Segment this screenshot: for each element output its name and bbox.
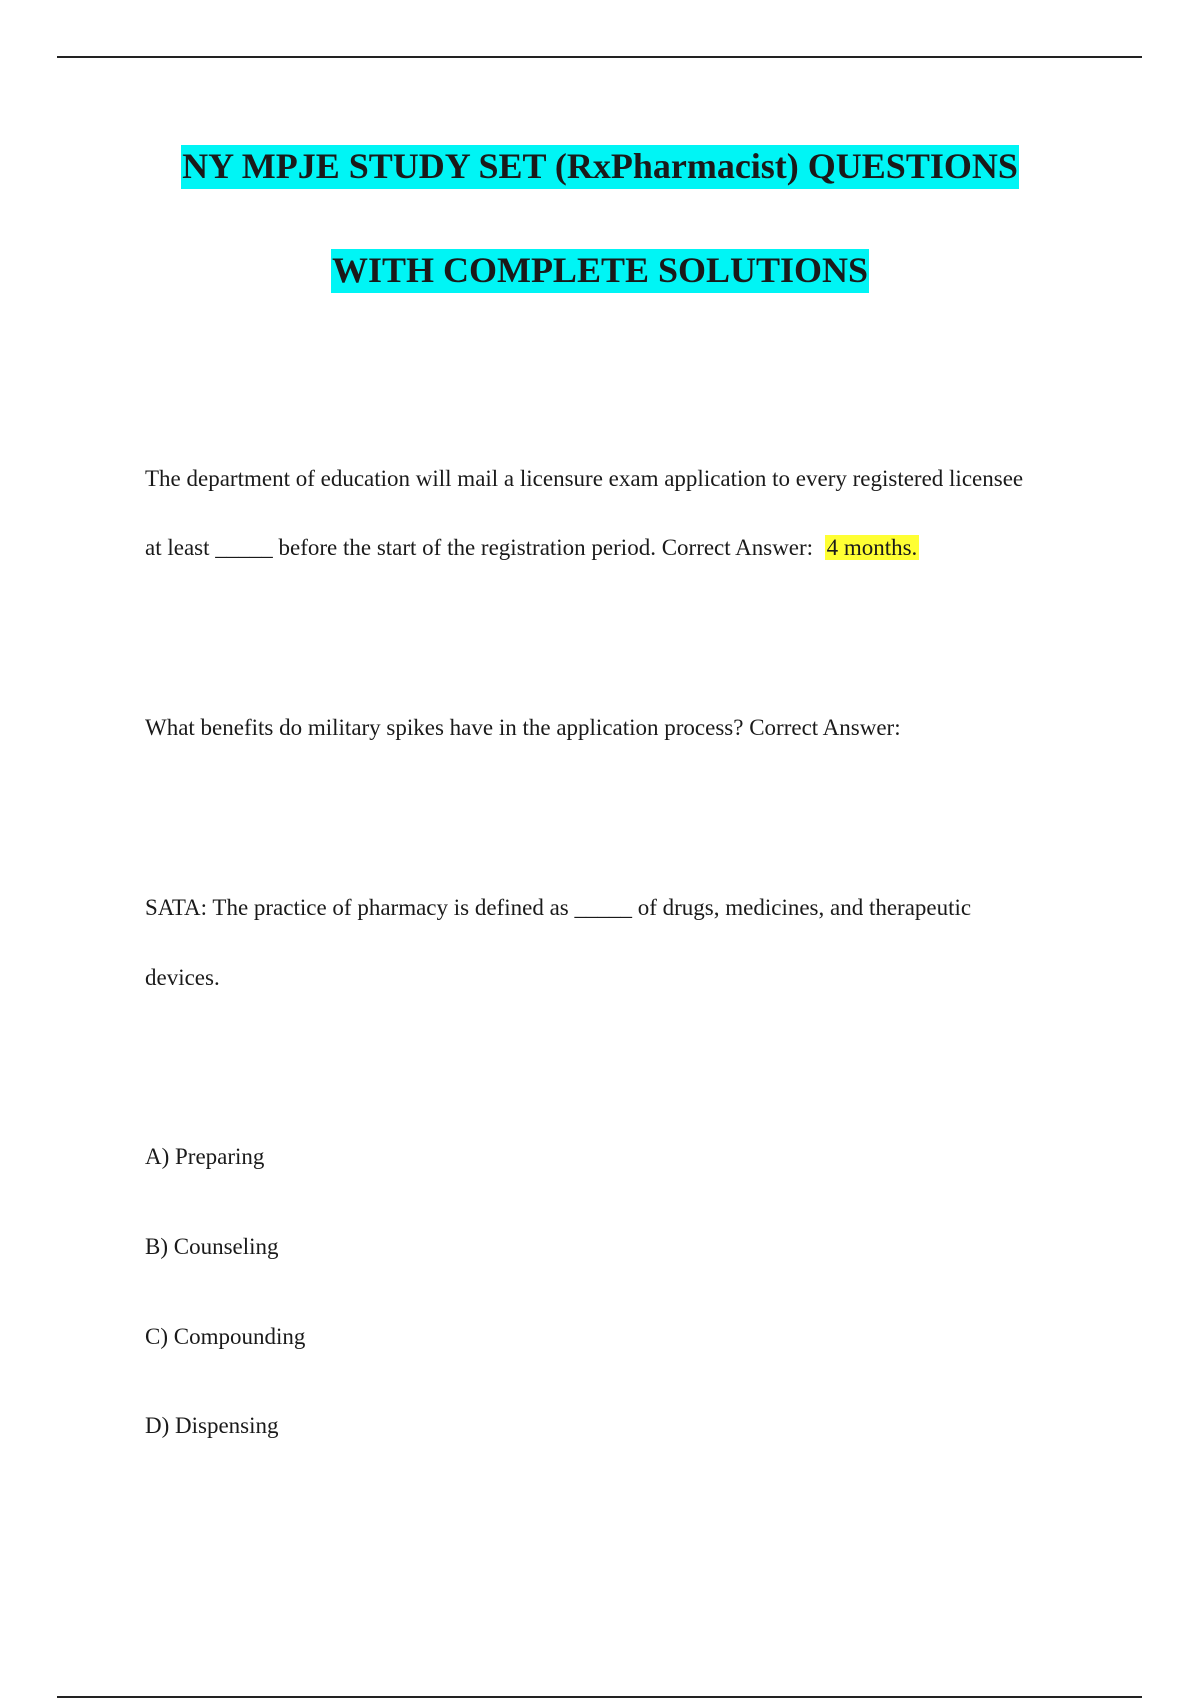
- document-title-line-2: [0, 250, 1200, 290]
- question-3-line-2: devices.: [145, 965, 220, 990]
- question-1-line-2: [145, 534, 919, 562]
- bottom-rule: [57, 1696, 1142, 1698]
- question-3-option-d: D) Dispensing: [145, 1413, 279, 1438]
- question-3-option-b: B) Counseling: [145, 1234, 279, 1259]
- title-highlight-1: NY MPJE STUDY SET (RxPharmacist) QUESTIONS: [181, 145, 1019, 189]
- question-3-option-a: A) Preparing: [145, 1144, 265, 1169]
- document-title-line-1: [0, 146, 1200, 186]
- question-1-line-1: The department of education will mail a licensure exam application to every registered licensee: [145, 466, 1024, 491]
- question-1-answer-highlight: 4 months.: [826, 535, 918, 560]
- question-1-prefix: at least _____ before the start of the registration period. Correct Answer:: [145, 535, 814, 560]
- question-3-option-c: C) Compounding: [145, 1324, 306, 1349]
- top-rule: [57, 56, 1142, 58]
- question-3-line-1: SATA: The practice of pharmacy is defined as _____ of drugs, medicines, and therapeutic: [145, 895, 972, 920]
- title-highlight-2: WITH COMPLETE SOLUTIONS: [331, 249, 869, 293]
- question-2-line-1: What benefits do military spikes have in the application process? Correct Answer:: [145, 715, 901, 740]
